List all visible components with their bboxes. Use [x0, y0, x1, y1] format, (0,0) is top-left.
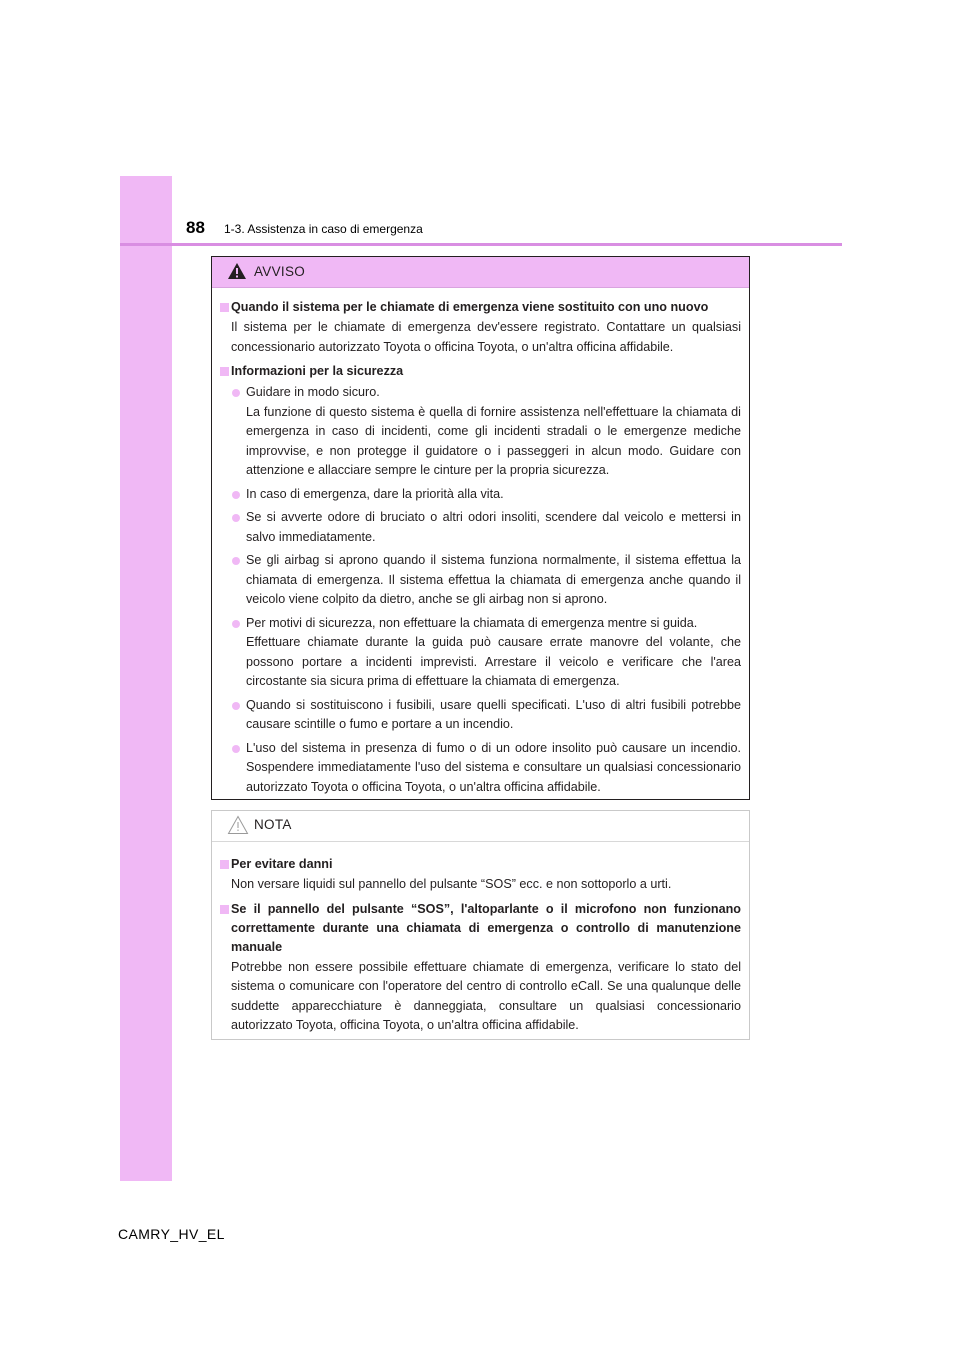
round-bullet-icon: [232, 745, 240, 753]
round-bullet-icon: [232, 702, 240, 710]
round-bullet-icon: [232, 389, 240, 397]
square-bullet-icon: [220, 905, 229, 914]
avviso-body: [212, 288, 749, 797]
chapter-sidebar-tab: [120, 176, 172, 1181]
nota-header: [212, 811, 749, 842]
caution-triangle-outline-icon: [227, 815, 249, 840]
avviso-label: AVVISO: [254, 264, 306, 279]
footer-code: CAMRY_HV_EL: [118, 1226, 225, 1242]
nota-box: [211, 810, 750, 1040]
section-title: 1-3. Assistenza in caso di emergenza: [224, 222, 423, 236]
square-bullet-icon: [220, 367, 229, 376]
square-bullet-icon: [220, 303, 229, 312]
nota-section-text: Non versare liquidi sul pannello del pulsante “SOS” ecc. e non sottoporlo a urti.: [231, 877, 672, 891]
warning-triangle-icon: [227, 262, 247, 285]
list-item: Se gli airbag si aprono quando il sistema funziona normalmente, il sistema effettua la chiamata di emergenza. Il sistema effettua la chiamata di emergenza anche quando il veicolo viene colpito da dietro, anche se gli airbag non si aprono.: [232, 551, 741, 610]
round-bullet-icon: [232, 514, 240, 522]
avviso-section-title: Quando il sistema per le chiamate di emergenza viene sostituito con uno nuovo: [220, 298, 741, 317]
list-item: In caso di emergenza, dare la priorità alla vita.: [232, 485, 741, 505]
nota-section-title: Per evitare danni: [220, 855, 741, 874]
nota-section-text: Potrebbe non essere possibile effettuare chiamate di emergenza, verificare lo stato del sistema o comunicare con l'operatore del centro di controllo eCall. Se una qualunque delle suddette apparecchiature è danneggiata, consultare un qualsiasi concessionario autorizzato Toyota, officina Toyota, o un'altra officina affidabile.: [231, 959, 741, 1032]
avviso-section-text: Il sistema per le chiamate di emergenza dev'essere registrato. Contattare un qualsiasi concessionario autorizzato Toyota o officina Toyota, o un'altra officina affidabile.: [231, 320, 741, 354]
nota-body: [212, 842, 749, 1036]
avviso-section-title: Informazioni per la sicurezza: [220, 362, 741, 381]
square-bullet-icon: [220, 860, 229, 869]
round-bullet-icon: [232, 620, 240, 628]
list-item: Quando si sostituiscono i fusibili, usare quelli specificati. L'uso di altri fusibili potrebbe causare scintille o fumo e portare a un incendio.: [232, 696, 741, 735]
round-bullet-icon: [232, 491, 240, 499]
round-bullet-icon: [232, 557, 240, 565]
header-rule: [120, 243, 842, 246]
avviso-box: [211, 256, 750, 800]
nota-label: NOTA: [254, 817, 292, 832]
avviso-header: [212, 257, 749, 288]
list-item: Guidare in modo sicuro. La funzione di questo sistema è quella di fornire assistenza nell'effettuare la chiamata di emergenza in caso di incidenti, come gli incidenti stradali o le emergenze mediche improvvise, e non protegge il guidatore o i passeggeri in alcun modo. Guidare con attenzione e allacciare sempre le cinture per la propria sicurezza.: [232, 383, 741, 481]
nota-section-title: Se il pannello del pulsante “SOS”, l'altoparlante o il microfono non funzionano correttamente durante una chiamata di emergenza o controllo di manutenzione manuale: [220, 900, 741, 957]
list-item: Se si avverte odore di bruciato o altri odori insoliti, scendere dal veicolo e mettersi in salvo immediatamente.: [232, 508, 741, 547]
page-number: 88: [186, 218, 205, 237]
list-item: L'uso del sistema in presenza di fumo o di un odore insolito può causare un incendio. Sospendere immediatamente l'uso del sistema e consultare un qualsiasi concessionario autorizzato Toyota o officina Toyota, o un'altra officina affidabile.: [232, 739, 741, 798]
list-item: Per motivi di sicurezza, non effettuare la chiamata di emergenza mentre si guida. Effettuare chiamate durante la guida può causare errate manovre del volante, che possono portare a incidenti imprevisti. Arrestare il veicolo e verificare che l'area circostante sia sicura prima di effettuare la chiamata di emergenza.: [232, 614, 741, 692]
